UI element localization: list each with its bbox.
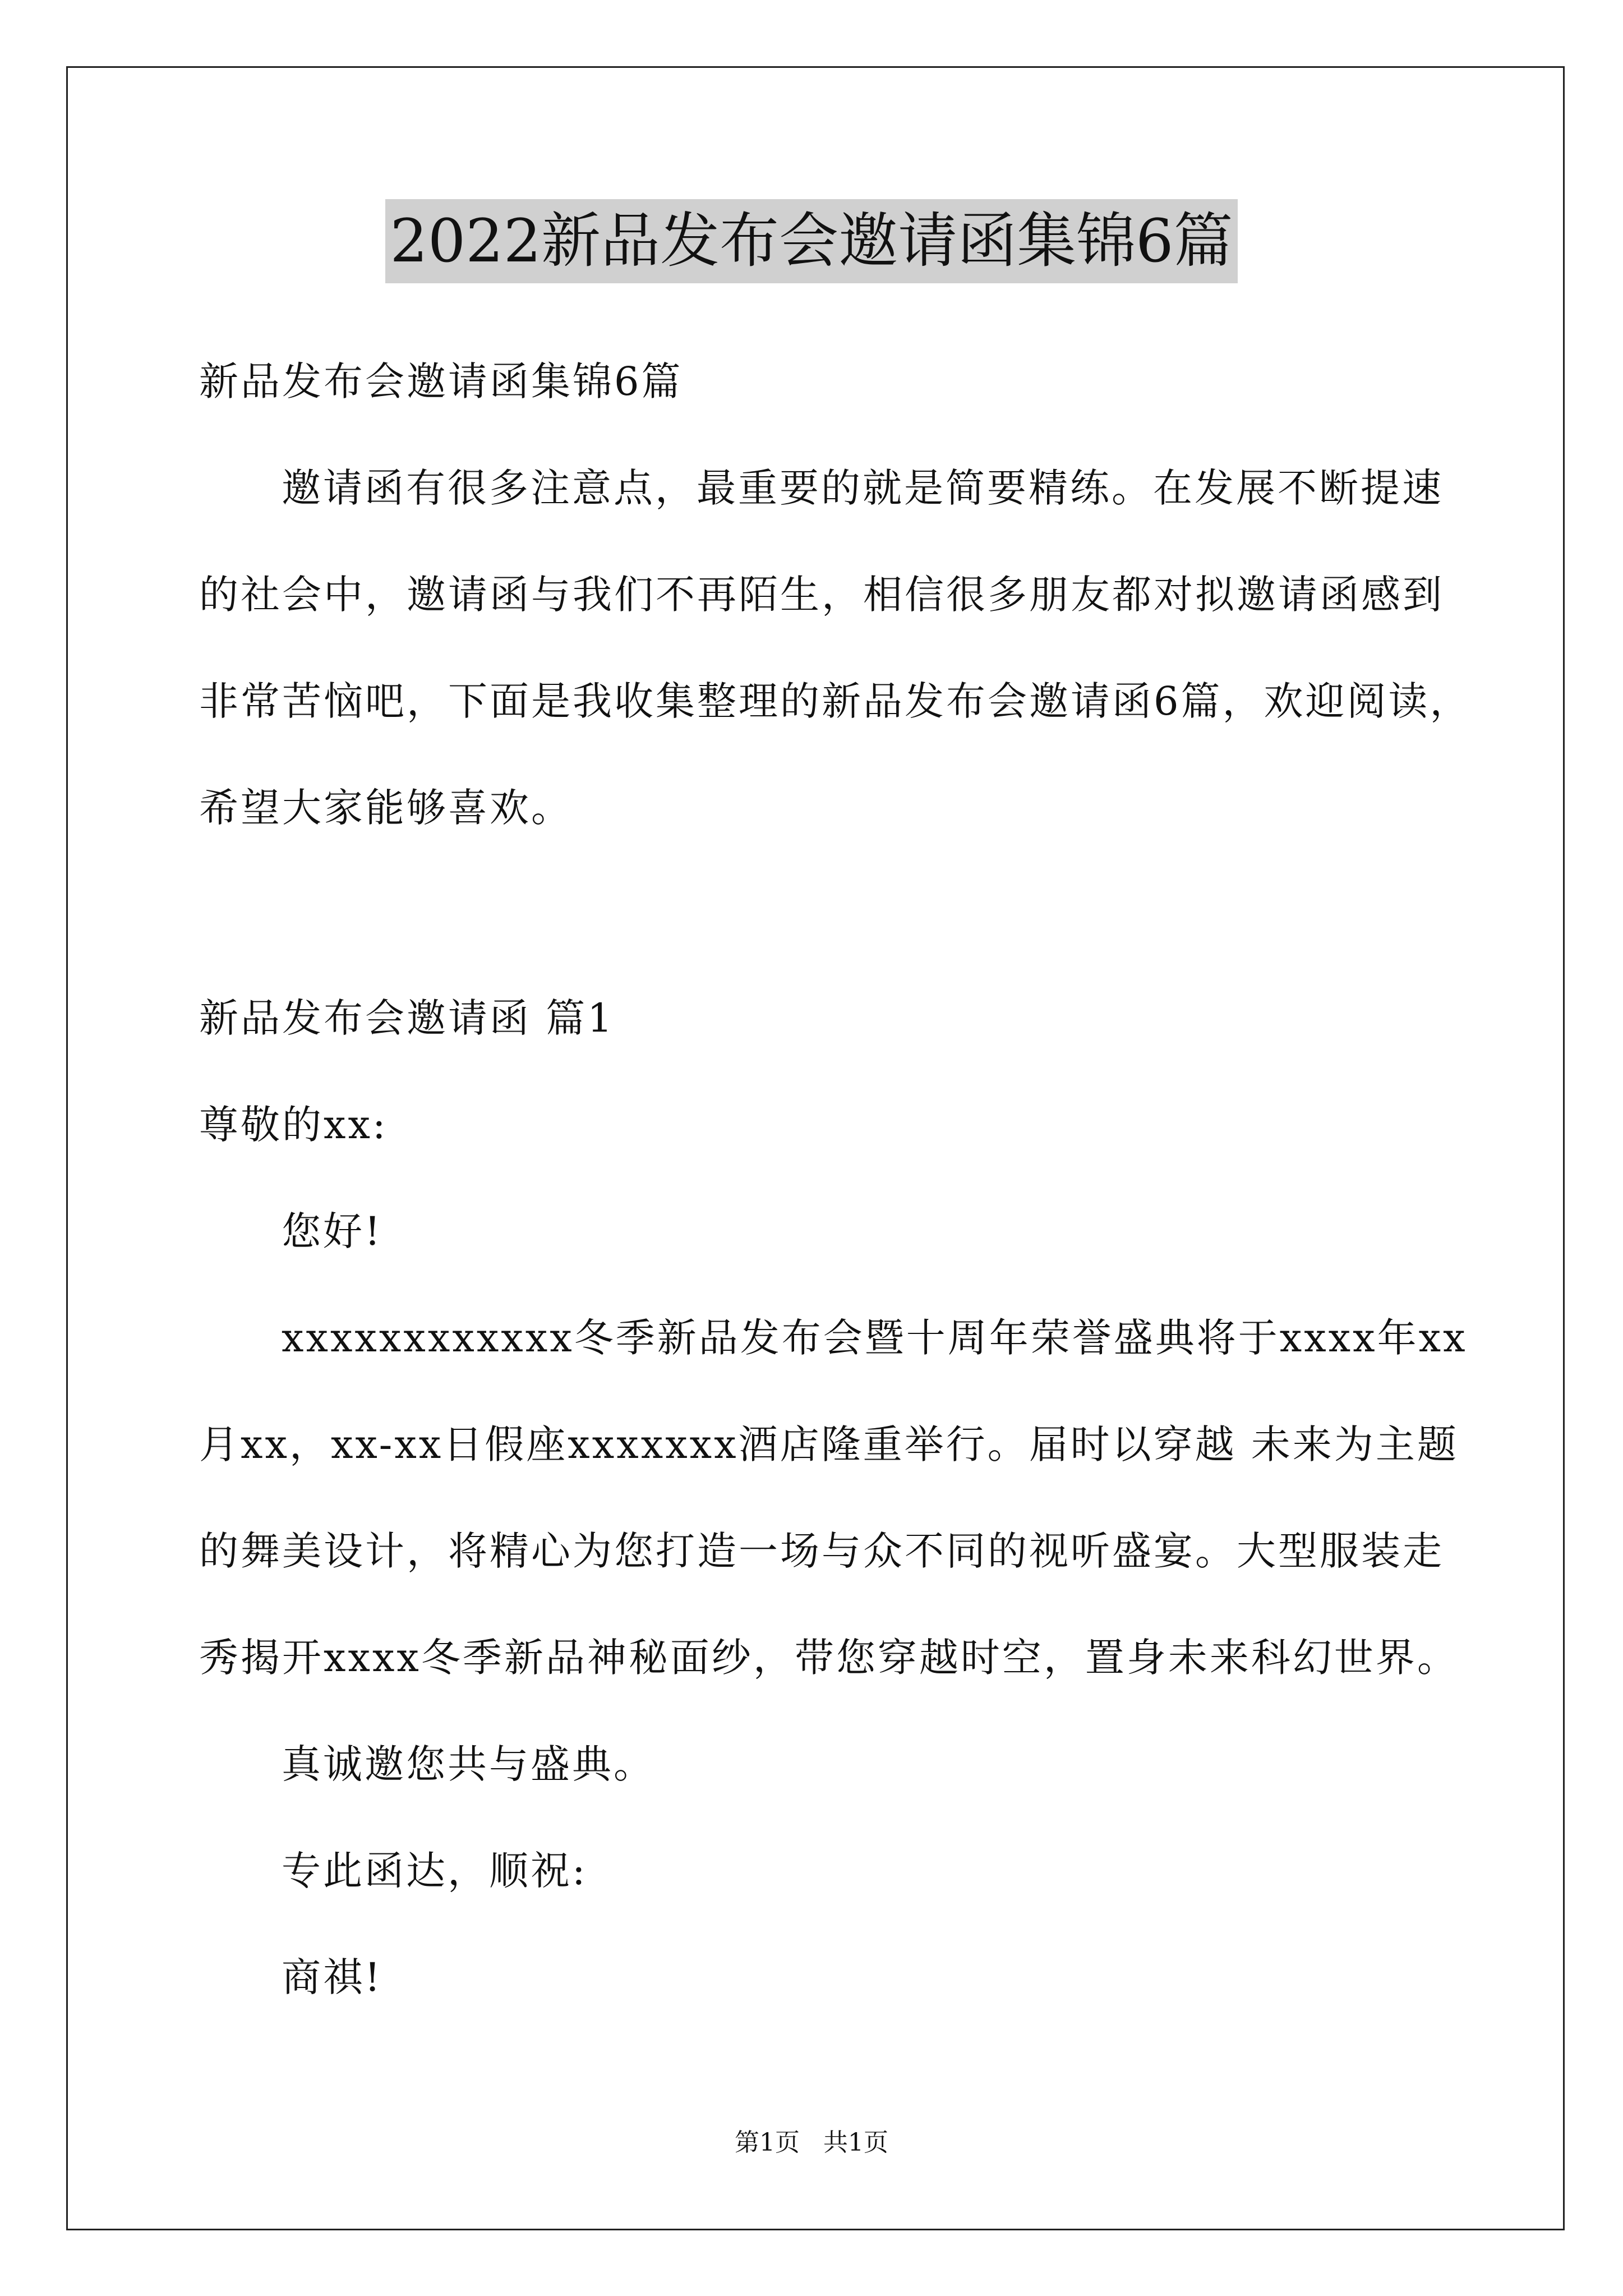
greeting: 您好! [282, 1208, 383, 1254]
body-line-4: 秀揭开xxxx冬季新品神秘面纱，带您穿越时空，置身未来科幻世界。 [199, 1635, 1459, 1681]
salutation: 尊敬的xx: [199, 1102, 388, 1148]
body-line-3: 的舞美设计，将精心为您打造一场与众不同的视听盛宴。大型服装走 [199, 1528, 1444, 1574]
section-heading: 新品发布会邀请函 篇1 [199, 995, 615, 1041]
sign-off-line: 商祺! [282, 1954, 383, 2000]
body-line-1: xxxxxxxxxxxx冬季新品发布会暨十周年荣誉盛典将于xxxx年xx [282, 1315, 1468, 1361]
page-footer: 第1页 共1页 [735, 2128, 888, 2157]
intro-line-4: 希望大家能够喜欢。 [199, 785, 573, 831]
body-line-2: 月xx，xx-xx日假座xxxxxxx酒店隆重举行。届时以穿越 未来为主题 [199, 1421, 1459, 1467]
intro-line-3: 非常苦恼吧，下面是我收集整理的新品发布会邀请函6篇，欢迎阅读， [199, 678, 1472, 724]
intro-line-1: 邀请函有很多注意点，最重要的就是简要精练。在发展不断提速 [282, 465, 1444, 511]
intro-line-2: 的社会中，邀请函与我们不再陌生，相信很多朋友都对拟邀请函感到 [199, 572, 1444, 618]
title-container [0, 199, 1623, 283]
invite-line: 真诚邀您共与盛典。 [282, 1741, 655, 1787]
document-subtitle: 新品发布会邀请函集锦6篇 [199, 358, 683, 404]
document-title: 2022新品发布会邀请函集锦6篇 [385, 199, 1237, 283]
closing-line: 专此函达，顺祝: [282, 1848, 588, 1894]
